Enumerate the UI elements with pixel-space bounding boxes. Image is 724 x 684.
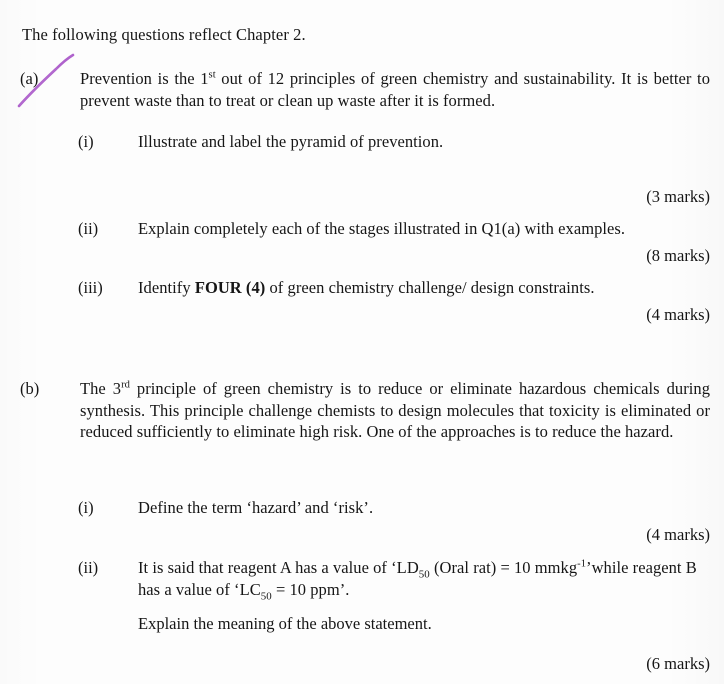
- question-a-iii: [78, 277, 712, 299]
- marks-b-ii: (6 marks): [646, 654, 710, 673]
- question-part-b: [20, 378, 712, 443]
- item-b-i-label: (i): [78, 498, 94, 517]
- marks-a-iii: (4 marks): [646, 305, 710, 324]
- marks-a-i: (3 marks): [646, 187, 710, 206]
- item-b-ii-line2-a: while reagent B has a value of ‘LC: [138, 558, 697, 599]
- item-a-ii-label: (ii): [78, 219, 99, 238]
- part-a-text-post: out of 12 principles of green chemistry and sustainability. It is better to prevent waste than to treat or clean up waste after it is formed.: [80, 69, 710, 110]
- part-a-label: (a): [20, 69, 39, 88]
- question-part-a: [20, 68, 712, 111]
- lc50-subscript: 50: [260, 589, 272, 602]
- marks-a-ii: (8 marks): [646, 246, 710, 265]
- item-b-ii-text: [138, 557, 712, 600]
- part-b-text-pre: The 3: [80, 379, 122, 398]
- marks-b-i: (4 marks): [646, 525, 710, 544]
- part-b-text-post: principle of green chemistry is to reduce or eliminate hazardous chemicals during synthesis. This principle challenge chemists to design molecules that toxicity is eliminated or reduced sufficiently to eliminate high risk. One of the approaches is to reduce the hazard.: [80, 379, 710, 441]
- item-a-i-text: Illustrate and label the pyramid of prevention.: [138, 132, 444, 151]
- item-b-ii-line2-b: = 10 ppm’.: [271, 579, 350, 599]
- part-a-body: [80, 68, 710, 111]
- mmkg-exponent: -1: [577, 558, 587, 570]
- question-b-ii: [78, 557, 712, 635]
- part-a-ordinal-suffix: st: [208, 69, 216, 81]
- intro-line: The following questions reflect Chapter 2.: [22, 25, 306, 44]
- item-b-ii-line1-b: (Oral rat) = 10 mmkg: [429, 558, 578, 577]
- item-b-ii-line1-c: ’: [586, 558, 592, 577]
- item-b-ii-line1-a: It is said that reagent A has a value of ‘LD: [138, 558, 419, 577]
- item-a-iii-text: [138, 277, 712, 299]
- item-a-iii-emphasis: FOUR (4): [194, 278, 266, 297]
- item-a-iii-text-pre: Identify: [138, 278, 195, 297]
- item-b-ii-label: (ii): [78, 558, 99, 577]
- question-a-ii: [78, 218, 712, 240]
- item-a-i-label: (i): [78, 132, 94, 151]
- item-a-ii-text: Explain completely each of the stages illustrated in Q1(a) with examples.: [138, 219, 626, 238]
- ld50-subscript: 50: [418, 568, 430, 581]
- item-a-iii-text-post: of green chemistry challenge/ design constraints.: [265, 278, 595, 297]
- part-b-ordinal-suffix: rd: [121, 379, 130, 391]
- question-b-i: [78, 497, 712, 519]
- item-b-i-text: Define the term ‘hazard’ and ‘risk’.: [138, 498, 374, 517]
- part-a-text-pre: Prevention is the 1: [80, 69, 209, 88]
- item-b-ii-instruction: Explain the meaning of the above statement.: [138, 614, 432, 633]
- question-a-i: [78, 131, 712, 153]
- item-a-iii-label: (iii): [78, 278, 103, 297]
- part-b-body: [80, 378, 710, 443]
- part-b-label: (b): [20, 379, 40, 398]
